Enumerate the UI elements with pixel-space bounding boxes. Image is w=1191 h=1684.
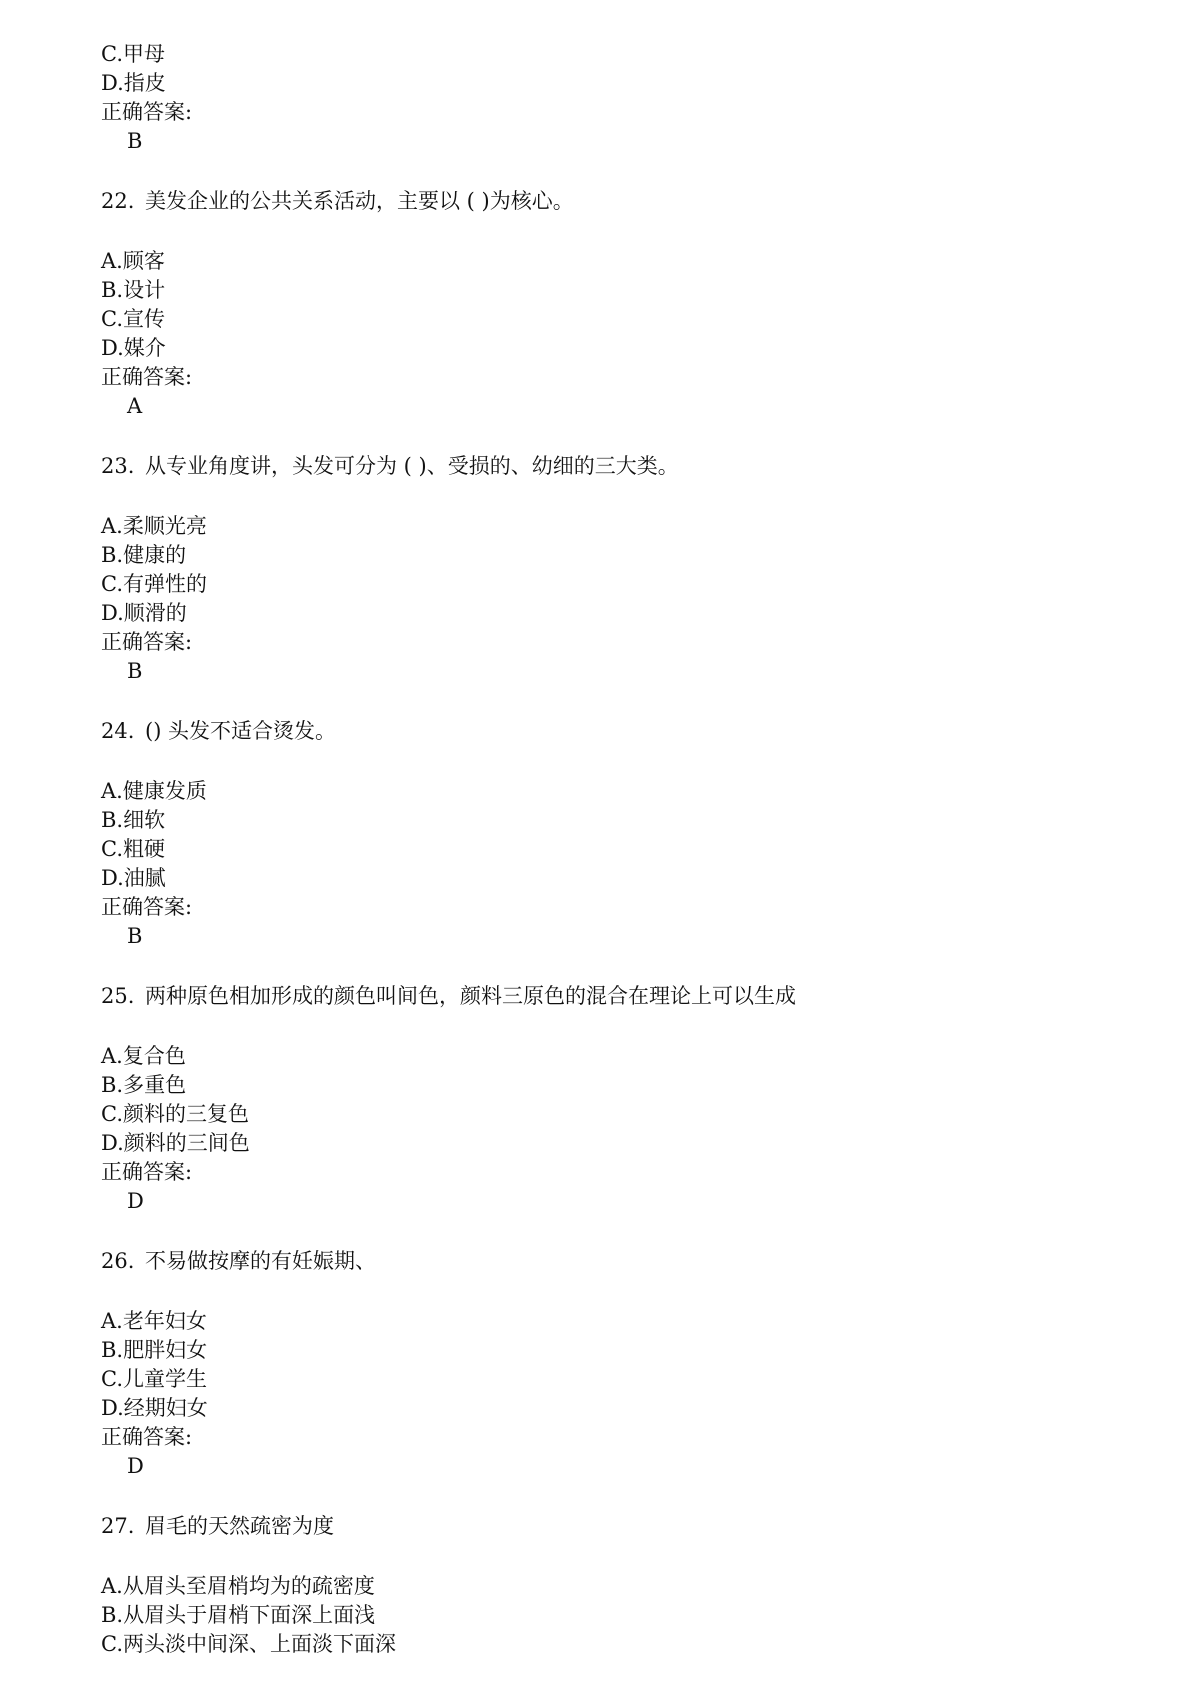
- question-21-fragment: [101, 40, 1101, 156]
- answer-value: B: [127, 924, 143, 948]
- question-number: 24.: [101, 719, 135, 743]
- option-c: C.宣传: [101, 307, 165, 331]
- option-c: C.两头淡中间深、上面淡下面深: [101, 1632, 396, 1656]
- answer-label: 正确答案:: [101, 100, 193, 124]
- option-a: A.从眉头至眉梢均为的疏密度: [101, 1574, 375, 1598]
- answer-label: 正确答案:: [101, 630, 193, 654]
- option-d: D.油腻: [101, 866, 166, 890]
- question-number: 26.: [101, 1249, 135, 1273]
- question-27: [101, 1481, 1101, 1659]
- answer-value: B: [127, 659, 143, 683]
- option-c: C.甲母: [101, 42, 165, 66]
- option-a: A.复合色: [101, 1044, 186, 1068]
- question-24: [101, 686, 1101, 951]
- option-d: D.顺滑的: [101, 601, 187, 625]
- question-text: 眉毛的天然疏密为度: [145, 1514, 334, 1538]
- question-stem: [101, 717, 1101, 746]
- answer-value: A: [127, 394, 143, 418]
- option-b: B.设计: [101, 278, 166, 302]
- option-c: C.粗硬: [101, 837, 165, 861]
- answer-label: 正确答案:: [101, 1160, 193, 1184]
- question-23: [101, 421, 1101, 686]
- option-c: C.有弹性的: [101, 572, 207, 596]
- question-text: () 头发不适合烫发。: [145, 719, 337, 743]
- question-stem: [101, 1247, 1101, 1276]
- option-d: D.指皮: [101, 71, 166, 95]
- option-d: D.媒介: [101, 336, 166, 360]
- option-a: A.顾客: [101, 249, 165, 273]
- answer-label: 正确答案:: [101, 365, 193, 389]
- question-stem: [101, 982, 1101, 1011]
- option-b: B.多重色: [101, 1073, 187, 1097]
- question-number: 25.: [101, 984, 135, 1008]
- option-a: A.柔顺光亮: [101, 514, 207, 538]
- question-text: 不易做按摩的有妊娠期、: [145, 1249, 376, 1273]
- answer-label: 正确答案:: [101, 1425, 193, 1449]
- answer-value: D: [127, 1454, 144, 1478]
- question-stem: [101, 1512, 1101, 1541]
- exam-page: [101, 40, 1101, 1659]
- question-text: 两种原色相加形成的颜色叫间色，颜料三原色的混合在理论上可以生成: [145, 984, 796, 1008]
- option-d: D.经期妇女: [101, 1396, 208, 1420]
- option-c: C.儿童学生: [101, 1367, 207, 1391]
- question-text: 从专业角度讲，头发可分为 ( )、受损的、幼细的三大类。: [145, 454, 679, 478]
- question-stem: [101, 187, 1101, 216]
- option-a: A.健康发质: [101, 779, 207, 803]
- answer-value: D: [127, 1189, 144, 1213]
- question-number: 23.: [101, 454, 135, 478]
- question-text: 美发企业的公共关系活动，主要以 ( )为核心。: [145, 189, 574, 213]
- question-26: [101, 1216, 1101, 1481]
- question-25: [101, 951, 1101, 1216]
- option-b: B.肥胖妇女: [101, 1338, 208, 1362]
- option-a: A.老年妇女: [101, 1309, 207, 1333]
- question-22: [101, 156, 1101, 421]
- answer-label: 正确答案:: [101, 895, 193, 919]
- option-b: B.健康的: [101, 543, 187, 567]
- answer-value: B: [127, 129, 143, 153]
- option-b: B.从眉头于眉梢下面深上面浅: [101, 1603, 376, 1627]
- question-number: 27.: [101, 1514, 135, 1538]
- option-d: D.颜料的三间色: [101, 1131, 250, 1155]
- question-number: 22.: [101, 189, 135, 213]
- option-b: B.细软: [101, 808, 166, 832]
- option-c: C.颜料的三复色: [101, 1102, 249, 1126]
- question-stem: [101, 452, 1101, 481]
